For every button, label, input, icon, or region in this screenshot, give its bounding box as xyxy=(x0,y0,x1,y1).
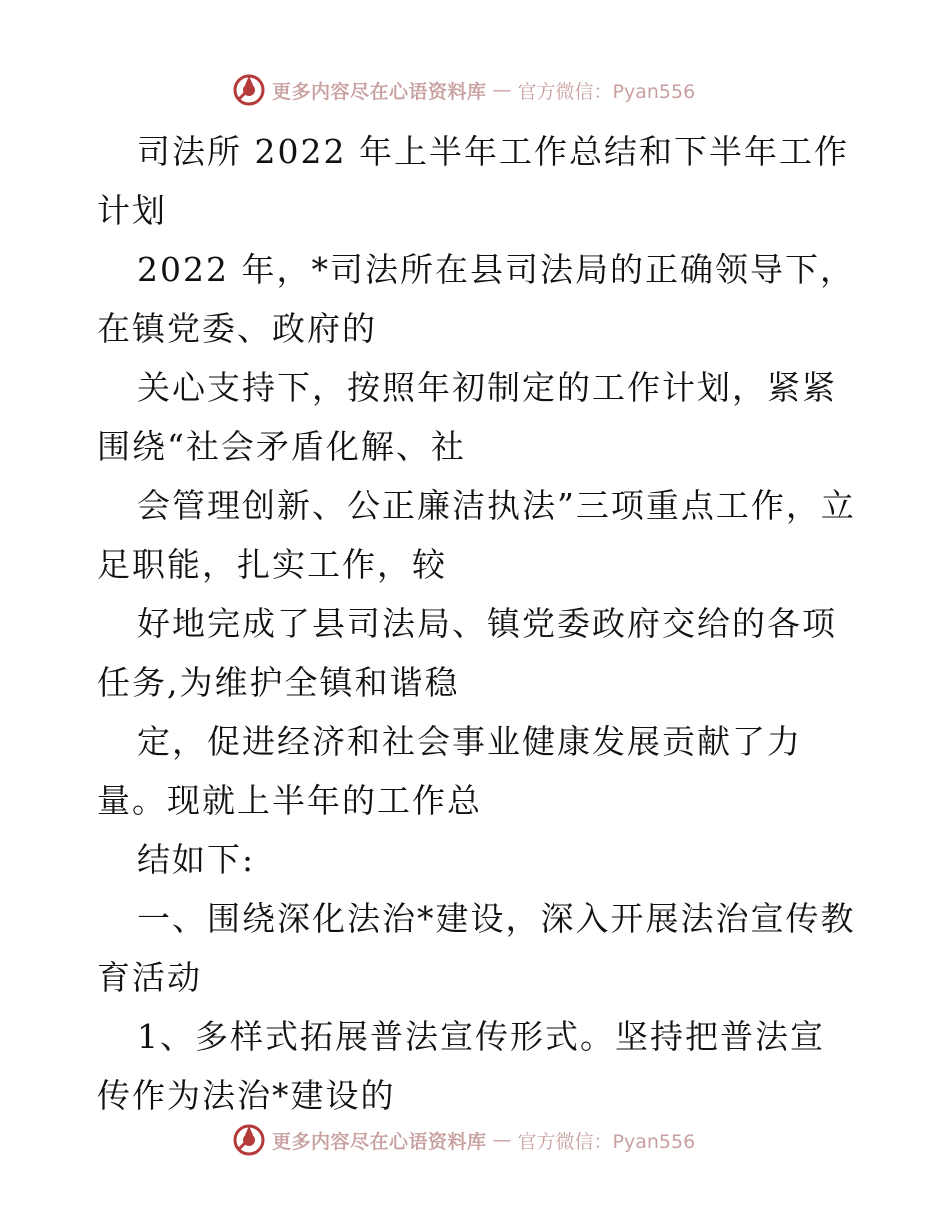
footer-separator: — xyxy=(492,1129,512,1151)
paragraph-2: 关心支持下，按照年初制定的工作计划，紧紧围绕“社会矛盾化解、社 xyxy=(97,368,837,466)
header-brand-text: 更多内容尽在心语资料库 xyxy=(272,80,487,103)
paragraph-5: 定，促进经济和社会事业健康发展贡献了力量。现就上半年的工作总 xyxy=(97,722,802,820)
paragraph-4: 好地完成了县司法局、镇党委政府交给的各项任务,为维护全镇和谐稳 xyxy=(97,604,837,702)
footer-brand-text: 更多内容尽在心语资料库 xyxy=(272,1130,487,1153)
section-heading-1: 一、围绕深化法治*建设，深入开展法治宣传教育活动 xyxy=(97,899,856,997)
paragraph-6: 结如下: xyxy=(137,840,256,879)
header-separator: — xyxy=(492,79,512,101)
document-title: 司法所 2022 年上半年工作总结和下半年工作计划 xyxy=(97,132,849,230)
paragraph-3: 会管理创新、公正廉洁执法”三项重点工作，立足职能，扎实工作，较 xyxy=(97,486,856,584)
footer-banner xyxy=(232,1120,695,1160)
brand-logo-icon xyxy=(232,1123,266,1157)
footer-contact-text: 官方微信：Pyan556 xyxy=(517,1130,696,1153)
paragraph-1: 2022 年，*司法所在县司法局的正确领导下，在镇党委、政府的 xyxy=(97,250,855,348)
header-contact-text: 官方微信：Pyan556 xyxy=(517,80,696,103)
header-banner xyxy=(232,70,695,110)
document-body xyxy=(97,122,857,1125)
paragraph-7: 1、多样式拓展普法宣传形式。坚持把普法宣传作为法治*建设的 xyxy=(97,1017,825,1115)
brand-logo-icon xyxy=(232,73,266,107)
